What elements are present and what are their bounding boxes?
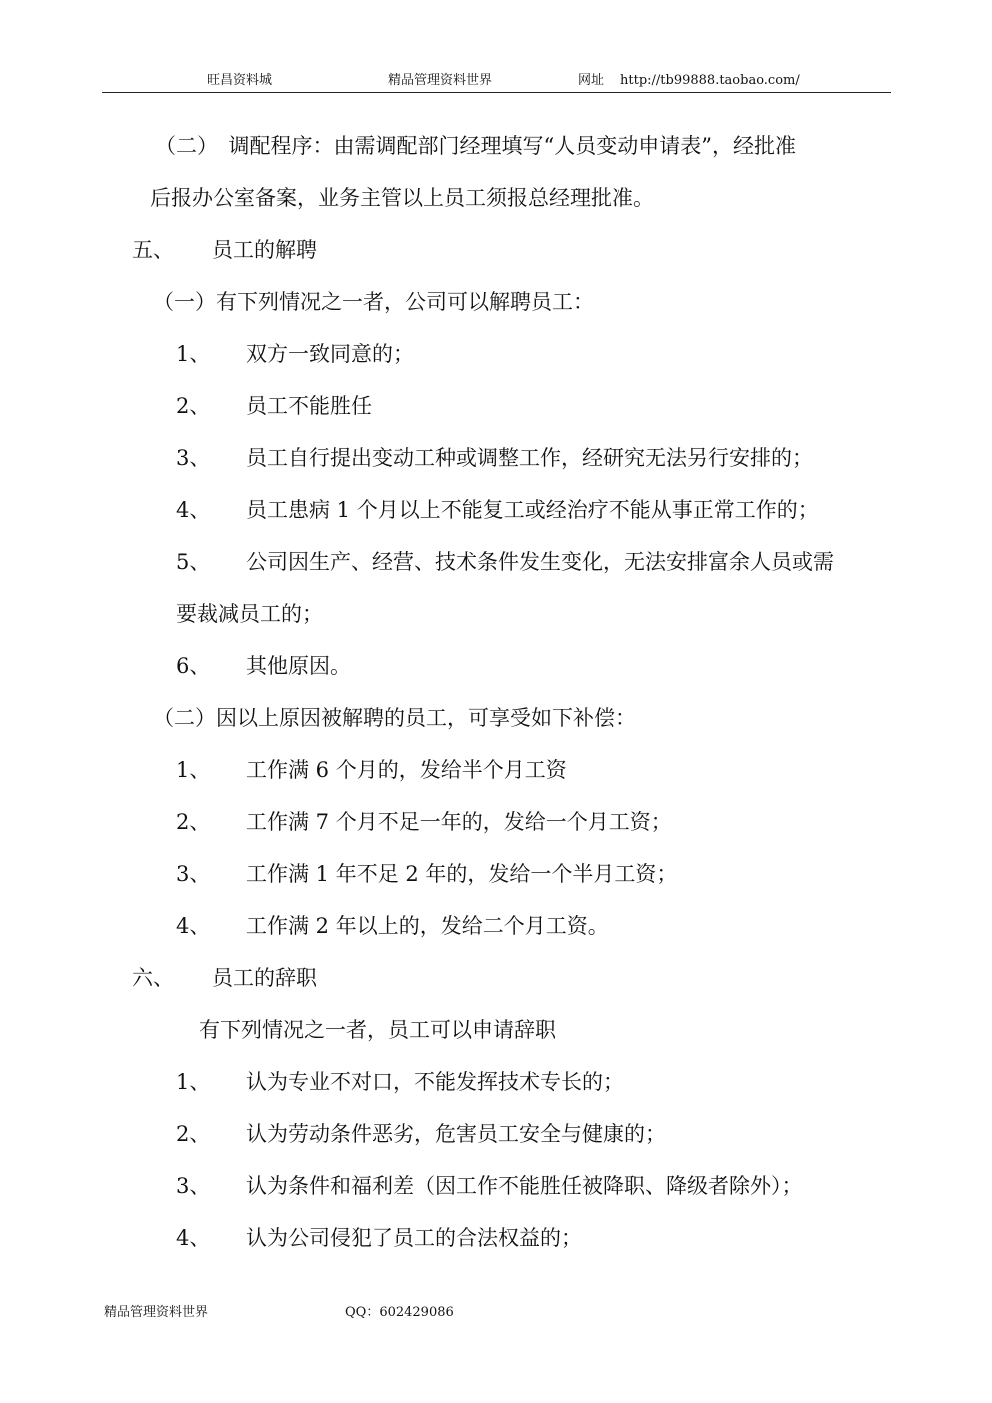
list-item-continuation: 要裁减员工的；	[176, 602, 323, 626]
list-item-number: 4、	[176, 914, 211, 938]
header-divider	[102, 92, 891, 93]
list-item	[176, 548, 834, 576]
list-item-text: 工作满 2 年以上的，发给二个月工资。	[246, 914, 609, 938]
list-item-number: 2、	[176, 394, 211, 418]
section-heading-resignation	[132, 964, 317, 992]
list-item	[176, 496, 819, 524]
list-item-number: 3、	[176, 1174, 211, 1198]
list-item-text: 认为公司侵犯了员工的合法权益的；	[246, 1226, 582, 1250]
list-item-number: 5、	[176, 550, 211, 574]
header-url-block	[578, 72, 800, 90]
list-item-number: 2、	[176, 810, 211, 834]
subsection-dismissal-conditions: （一）有下列情况之一者，公司可以解聘员工：	[153, 290, 594, 314]
list-item-text: 认为劳动条件恶劣，危害员工安全与健康的；	[246, 1122, 666, 1146]
list-item	[176, 860, 677, 888]
list-item-number: 6、	[176, 654, 211, 678]
subsection-compensation: （二）因以上原因被解聘的员工，可享受如下补偿：	[153, 706, 636, 730]
list-item-number: 1、	[176, 1070, 211, 1094]
header-site-name: 旺昌资料城	[207, 73, 273, 88]
list-item-text: 双方一致同意的；	[246, 342, 414, 366]
list-item-text: 员工自行提出变动工种或调整工作，经研究无法另行安排的；	[246, 446, 813, 470]
list-item	[176, 808, 672, 836]
list-item-number: 1、	[176, 758, 211, 782]
list-item-text: 公司因生产、经营、技术条件发生变化，无法安排富余人员或需	[246, 550, 834, 574]
section-number: 六、	[132, 966, 174, 990]
subsection-resignation-intro: 有下列情况之一者，员工可以申请辞职	[199, 1018, 556, 1042]
section-heading-dismissal	[132, 236, 317, 264]
footer-qq-contact: QQ：602429086	[345, 1305, 454, 1320]
list-item-number: 4、	[176, 1226, 211, 1250]
paragraph-procedure-line1: （二） 调配程序：由需调配部门经理填写“人员变动申请表”，经批准	[155, 134, 796, 158]
section-title: 员工的辞职	[212, 966, 317, 990]
footer-site-name: 精品管理资料世界	[104, 1305, 209, 1320]
list-item	[176, 756, 567, 784]
list-item-number: 1、	[176, 342, 211, 366]
list-item-text: 工作满 6 个月的，发给半个月工资	[246, 758, 567, 782]
list-item	[176, 444, 813, 472]
list-item	[176, 392, 372, 420]
list-item-number: 3、	[176, 446, 211, 470]
list-item-text: 认为条件和福利差（因工作不能胜任被降职、降级者除外）；	[246, 1174, 803, 1198]
list-item	[176, 340, 414, 368]
list-item-text: 员工不能胜任	[246, 394, 372, 418]
section-number: 五、	[132, 238, 174, 262]
header-url-label: 网址	[578, 73, 605, 88]
list-item	[176, 1120, 666, 1148]
list-item	[176, 912, 609, 940]
list-item	[176, 652, 351, 680]
list-item-number: 4、	[176, 498, 211, 522]
paragraph-procedure-line2: 后报办公室备案，业务主管以上员工须报总经理批准。	[150, 186, 654, 210]
list-item-text: 其他原因。	[246, 654, 351, 678]
list-item-text: 员工患病 1 个月以上不能复工或经治疗不能从事正常工作的；	[246, 498, 819, 522]
section-title: 员工的解聘	[212, 238, 317, 262]
list-item	[176, 1068, 624, 1096]
header-url-link[interactable]: http://tb99888.taobao.com/	[620, 73, 800, 88]
list-item-number: 2、	[176, 1122, 211, 1146]
header-title: 精品管理资料世界	[388, 73, 493, 88]
list-item-text: 工作满 1 年不足 2 年的，发给一个半月工资；	[246, 862, 678, 886]
list-item	[176, 1224, 582, 1252]
list-item-number: 3、	[176, 862, 211, 886]
list-item-text: 工作满 7 个月不足一年的，发给一个月工资；	[246, 810, 672, 834]
list-item-text: 认为专业不对口，不能发挥技术专长的；	[246, 1070, 624, 1094]
list-item	[176, 1172, 803, 1200]
